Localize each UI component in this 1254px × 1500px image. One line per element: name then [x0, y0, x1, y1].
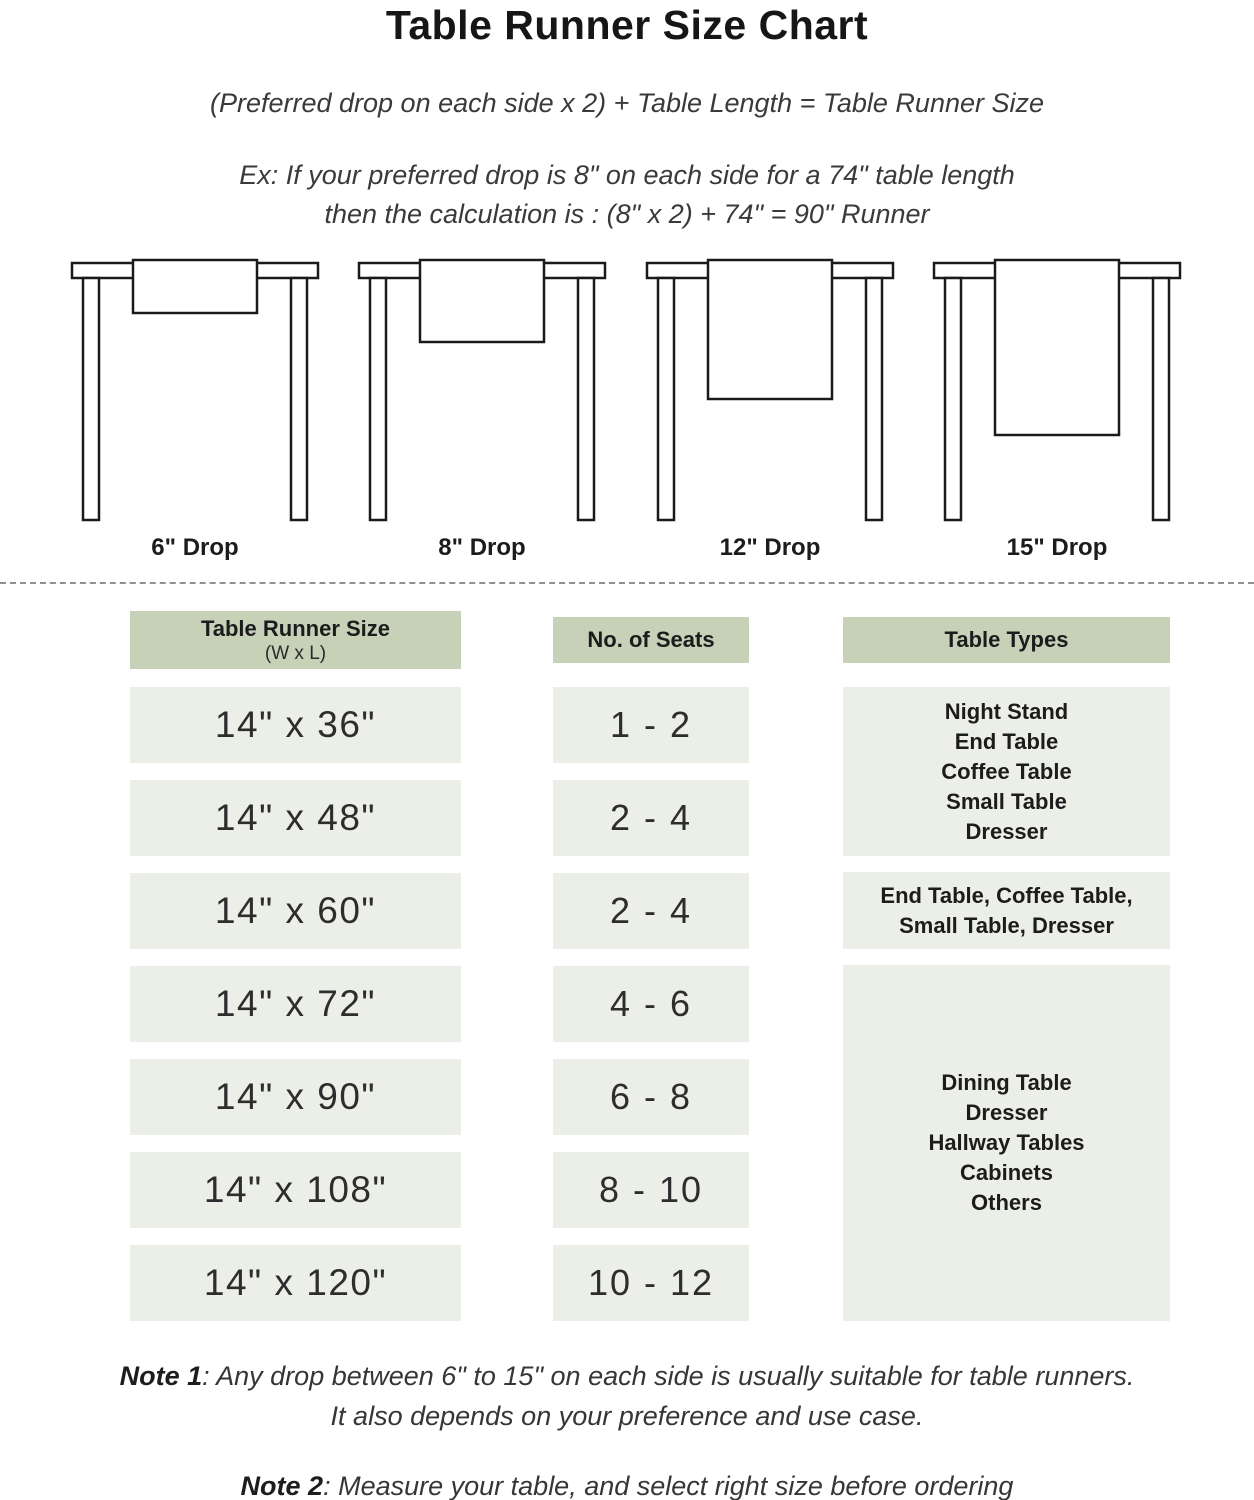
seats-cell: 2 - 4: [553, 780, 749, 856]
header-table-types-title: Table Types: [944, 627, 1069, 652]
runner-size-cell: 14" x 60": [130, 873, 461, 949]
drop-label-8: 8" Drop: [438, 534, 526, 561]
seats-cell: 10 - 12: [553, 1245, 749, 1321]
page-title: Table Runner Size Chart: [385, 2, 869, 48]
table-drawing-8-drop: [351, 250, 613, 522]
seats-cell: 8 - 10: [553, 1152, 749, 1228]
seats-cell: 2 - 4: [553, 873, 749, 949]
illustration-12-drop: [639, 250, 901, 562]
example-line-2: then the calculation is : (8" x 2) + 74" = 90" Runner: [324, 199, 930, 229]
table-types-cell-large: [843, 965, 1170, 1321]
type-line: Dining Table: [941, 1070, 1072, 1095]
note-1-text: : Any drop between 6" to 15" on each side is usually suitable for table runners.: [202, 1361, 1135, 1391]
runner-size-cell: 14" x 72": [130, 966, 461, 1042]
table-drawing-12-drop: [639, 250, 901, 522]
header-runner-size: [130, 611, 461, 669]
runner-size-cell: 14" x 36": [130, 687, 461, 763]
header-runner-size-title: Table Runner Size: [200, 615, 391, 641]
runner-size-cell: 14" x 120": [130, 1245, 461, 1321]
example-text: [0, 156, 1254, 234]
dashed-divider: [0, 582, 1254, 584]
type-line: Cabinets: [960, 1160, 1053, 1185]
header-runner-size-subtitle: (W x L): [264, 642, 327, 664]
seats-cell: 6 - 8: [553, 1059, 749, 1135]
note-2-label: Note 2: [240, 1471, 324, 1500]
drop-label-12: 12" Drop: [719, 534, 821, 561]
note-1-line-2: It also depends on your preference and use case.: [330, 1401, 924, 1431]
type-line: Small Table: [946, 788, 1067, 814]
note-1-label: Note 1: [119, 1361, 203, 1391]
note-1: [0, 1356, 1254, 1436]
table-types-cell-small: [843, 687, 1170, 856]
header-seats-title: No. of Seats: [587, 627, 715, 652]
illustration-8-drop: [351, 250, 613, 562]
type-line: Coffee Table: [941, 758, 1072, 784]
type-line: End Table, Coffee Table,: [880, 882, 1133, 908]
table-types-cell-medium: [843, 872, 1170, 949]
type-line: Hallway Tables: [928, 1130, 1085, 1155]
type-line: Dresser: [965, 1100, 1048, 1125]
header-seats: [553, 617, 749, 663]
type-line: Others: [971, 1190, 1042, 1215]
illustration-6-drop: [64, 250, 326, 562]
seats-cell: 1 - 2: [553, 687, 749, 763]
seats-cell: 4 - 6: [553, 966, 749, 1042]
note-2-text: : Measure your table, and select right size before ordering: [323, 1471, 1014, 1500]
runner-size-cell: 14" x 90": [130, 1059, 461, 1135]
table-drawing-15-drop: [926, 250, 1188, 522]
runner-size-cell: 14" x 108": [130, 1152, 461, 1228]
drop-label-15: 15" Drop: [1006, 534, 1108, 561]
illustration-15-drop: [926, 250, 1188, 562]
runner-size-cell: 14" x 48": [130, 780, 461, 856]
formula-text: (Preferred drop on each side x 2) + Table Length = Table Runner Size: [209, 88, 1045, 118]
type-line: Night Stand: [944, 698, 1069, 724]
drop-label-6: 6" Drop: [151, 534, 239, 561]
header-table-types: [843, 617, 1170, 663]
type-line: Small Table, Dresser: [899, 912, 1114, 938]
note-2: [0, 1466, 1254, 1500]
table-drawing-6-drop: [64, 250, 326, 522]
example-line-1: Ex: If your preferred drop is 8" on each side for a 74" table length: [239, 160, 1015, 190]
type-line: End Table: [954, 728, 1059, 754]
type-line: Dresser: [965, 818, 1048, 844]
